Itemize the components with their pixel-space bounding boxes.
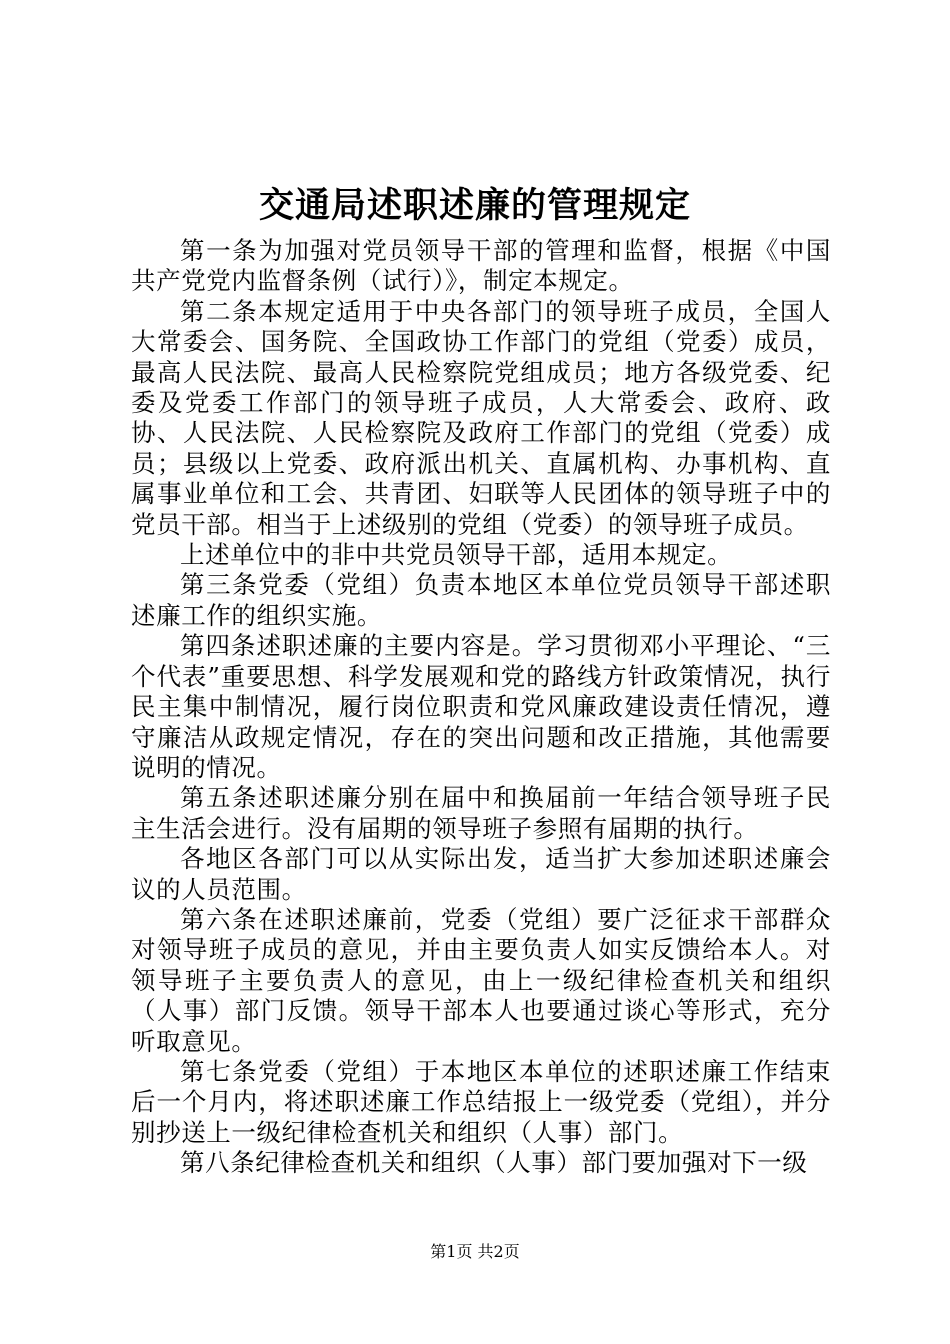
meeting-scope-paragraph: 各地区各部门可以从实际出发，适当扩大参加述职述廉会议的人员范围。: [131, 844, 831, 904]
document-title: 交通局述职述廉的管理规定: [258, 186, 691, 226]
scope-note-paragraph: 上述单位中的非中共党员领导干部，适用本规定。: [180, 540, 733, 570]
article-3-paragraph: 第三条党委（党组）负责本地区本单位党员领导干部述职述廉工作的组织实施。: [131, 570, 831, 630]
article-1-paragraph: 第一条为加强对党员领导干部的管理和监督，根据《中国共产党党内监督条例（试行）》，制定本规定。: [131, 236, 831, 296]
article-4-paragraph: 第四条述职述廉的主要内容是。学习贯彻邓小平理论、“三个代表”重要思想、科学发展观和党的路线方针政策情况，执行民主集中制情况，履行岗位职责和党风廉政建设责任情况，遵守廉洁从政规定情况，存在的突出问题和改正措施，其他需要说明的情况。: [131, 631, 831, 782]
article-5-paragraph: 第五条述职述廉分别在届中和换届前一年结合领导班子民主生活会进行。没有届期的领导班子参照有届期的执行。: [131, 783, 831, 843]
article-2-paragraph: 第二条本规定适用于中央各部门的领导班子成员，全国人大常委会、国务院、全国政协工作部门的党组（党委）成员，最高人民法院、最高人民检察院党组成员；地方各级党委、纪委及党委工作部门的领导班子成员，人大常委会、政府、政协、人民法院、人民检察院及政府工作部门的党组（党委）成员；县级以上党委、政府派出机关、直属机构、办事机构、直属事业单位和工会、共青团、妇联等人民团体的领导班子中的党员干部。相当于上述级别的党组（党委）的领导班子成员。: [131, 296, 831, 539]
article-8-paragraph: 第八条纪律检查机关和组织（人事）部门要加强对下一级: [180, 1148, 808, 1178]
article-6-paragraph: 第六条在述职述廉前，党委（党组）要广泛征求干部群众对领导班子成员的意见，并由主要负责人如实反馈给本人。对领导班子主要负责人的意见，由上一级纪律检查机关和组织（人事）部门反馈。领导干部本人也要通过谈心等形式，充分听取意见。: [131, 904, 831, 1056]
article-7-paragraph: 第七条党委（党组）于本地区本单位的述职述廉工作结束后一个月内，将述职述廉工作总结报上一级党委（党组），并分别抄送上一级纪律检查机关和组织（人事）部门。: [131, 1056, 831, 1147]
page-number-footer: 第1页 共2页: [430, 1242, 520, 1261]
document-body: [131, 236, 831, 1179]
